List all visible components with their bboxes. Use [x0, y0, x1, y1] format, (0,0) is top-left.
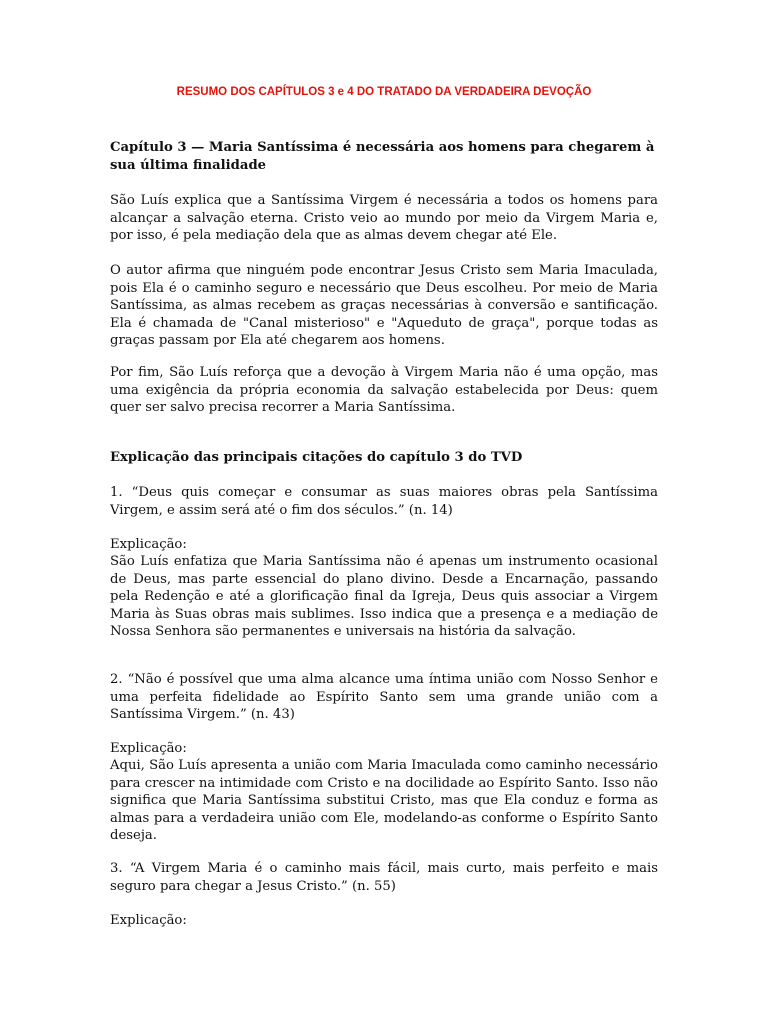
chapter-3-paragraph-3: Por fim, São Luís reforça que a devoção à Virgem Maria não é uma opção, mas uma exigência da própria economia da salvação estabelecida por Deus: quem quer ser salvo precisa recorrer a Maria Santíssima.: [110, 365, 658, 416]
citation-1-quote: 1. “Deus quis começar e consumar as suas maiores obras pela Santíssima Virgem, e assim será até o fim dos séculos.” (n. 14): [110, 485, 658, 518]
citation-3-quote: 3. “A Virgem Maria é o caminho mais fácil, mais curto, mais perfeito e mais seguro para chegar a Jesus Cristo.” (n. 55): [110, 861, 658, 894]
document-title: RESUMO DOS CAPÍTULOS 3 e 4 DO TRATADO DA VERDADEIRA DEVOÇÃO: [176, 86, 592, 98]
chapter-3-paragraph-1: São Luís explica que a Santíssima Virgem é necessária a todos os homens para alcançar a salvação eterna. Cristo veio ao mundo por meio da Virgem Maria e, por isso, é pela mediação dela que as almas devem chegar até Ele.: [110, 193, 658, 244]
citation-3-explanation-label: Explicação:: [110, 913, 187, 928]
chapter-3-paragraph-2: O autor afirma que ninguém pode encontrar Jesus Cristo sem Maria Imaculada, pois Ela é o caminho seguro e necessário que Deus escolheu. Por meio de Maria Santíssima, as almas recebem as graças necessárias à conversão e santificação. Ela é chamada de "Canal misterioso" e "Aqueduto de graça", porque todas as graças passam por Ela até chegarem aos homens.: [110, 263, 658, 349]
citation-2-quote: 2. “Não é possível que uma alma alcance uma íntima união com Nosso Senhor e uma perfeita fidelidade ao Espírito Santo sem uma grande união com a Santíssima Virgem.” (n. 43): [110, 672, 658, 723]
citations-heading: Explicação das principais citações do capítulo 3 do TVD: [110, 450, 523, 465]
citation-1-explanation-label: Explicação:: [110, 537, 187, 552]
citation-2-explanation-label: Explicação:: [110, 741, 187, 756]
citation-1-explanation: São Luís enfatiza que Maria Santíssima não é apenas um instrumento ocasional de Deus, mas parte essencial do plano divino. Desde a Encarnação, passando pela Redenção e até a glorificação final da Igreja, Deus quis associar a Virgem Maria às Suas obras mais sublimes. Isso indica que a presença e a mediação de Nossa Senhora são permanentes e universais na história da salvação.: [110, 554, 658, 640]
chapter-3-heading: Capítulo 3 — Maria Santíssima é necessária aos homens para chegarem à sua última finalidade: [110, 140, 655, 173]
document-page: [110, 0, 658, 1024]
citation-2-explanation: Aqui, São Luís apresenta a união com Maria Imaculada como caminho necessário para crescer na intimidade com Cristo e na docilidade ao Espírito Santo. Isso não significa que Maria Santíssima substitui Cristo, mas que Ela conduz e forma as almas para a verdadeira união com Ele, modelando-as conforme o Espírito Santo deseja.: [110, 758, 658, 844]
